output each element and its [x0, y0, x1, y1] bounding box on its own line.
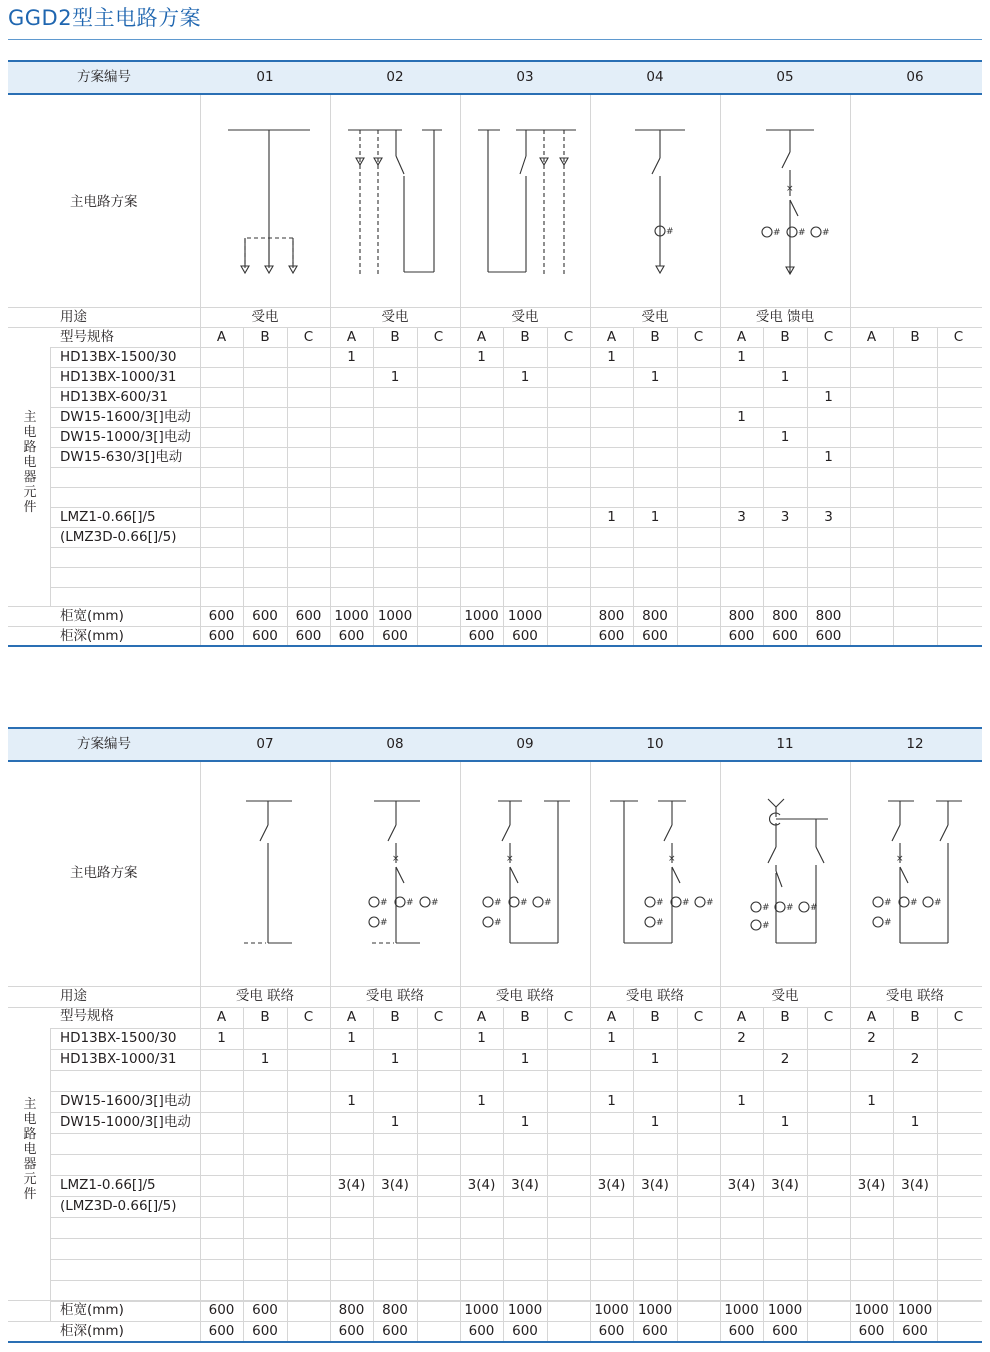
cabinet-depth-value: 600 [382, 628, 408, 644]
scheme-number: 08 [386, 736, 404, 752]
cabinet-width-value: 1000 [767, 1302, 803, 1318]
cabinet-depth-value: 600 [252, 628, 278, 644]
svg-text:#: # [786, 903, 794, 913]
component-name: (LMZ3D-0.66[]/5) [60, 1198, 177, 1214]
column-header-c: C [953, 329, 964, 345]
circuit-diagram-01 [200, 96, 330, 306]
title-rule [8, 39, 982, 40]
column-header-a: A [606, 1009, 617, 1025]
cabinet-depth-value: 600 [858, 1323, 885, 1339]
cabinet-depth-value: 600 [728, 628, 755, 644]
component-name: DW15-1000/3[]电动 [60, 429, 191, 445]
group-divider [460, 762, 461, 1341]
column-header-b: B [390, 329, 400, 345]
column-header-c: C [433, 1009, 444, 1025]
row-divider [50, 587, 982, 588]
cabinet-depth-value: 600 [208, 628, 235, 644]
components-side-label: 主电路电器元件 [23, 410, 37, 515]
column-header-c: C [953, 1009, 964, 1025]
cabinet-width-value: 1000 [464, 608, 499, 624]
component-name: LMZ1-0.66[]/5 [60, 509, 156, 525]
component-name: HD13BX-1500/30 [60, 1030, 177, 1046]
component-quantity: 1 [780, 429, 790, 445]
svg-text:#: # [494, 918, 502, 928]
group-divider [200, 762, 201, 1341]
component-quantity: 1 [650, 509, 660, 525]
scheme-number: 04 [646, 69, 664, 85]
scheme-number: 05 [776, 69, 794, 85]
usage-value: 受电 [381, 309, 409, 325]
cabinet-width-value: 1000 [507, 1302, 543, 1318]
column-header-c: C [563, 1009, 574, 1025]
component-quantity: 3(4) [857, 1177, 886, 1193]
component-quantity: 1 [737, 1093, 746, 1109]
component-name: HD13BX-1000/31 [60, 369, 177, 385]
usage-value: 受电 联络 [365, 988, 425, 1004]
cabinet-width-value: 600 [252, 608, 278, 624]
svg-text:#: # [910, 898, 918, 908]
component-quantity: 2 [737, 1030, 746, 1046]
row-divider [50, 1154, 982, 1155]
component-quantity: 3(4) [727, 1177, 756, 1193]
cabinet-width-value: 600 [295, 608, 322, 624]
cabinet-depth-value: 600 [468, 1323, 495, 1339]
group-divider [850, 762, 851, 1341]
cabinet-width-value: 800 [382, 1302, 408, 1318]
component-quantity: 1 [737, 409, 746, 425]
subcolumn-divider [937, 327, 938, 645]
subcolumn-divider [677, 1007, 678, 1341]
cabinet-depth-value: 600 [815, 628, 842, 644]
cabinet-depth-value: 600 [295, 628, 322, 644]
cabinet-width-value: 1000 [334, 608, 369, 624]
cabinet-width-value: 800 [338, 1302, 365, 1318]
component-quantity: 1 [520, 1114, 530, 1130]
page-title: GGD2型主电路方案 [8, 6, 202, 30]
component-quantity: 1 [520, 369, 530, 385]
group-divider [330, 762, 331, 1341]
row-divider [50, 547, 982, 548]
component-quantity: 1 [910, 1114, 920, 1130]
component-quantity: 1 [390, 1051, 400, 1067]
cabinet-depth-value: 600 [252, 1323, 278, 1339]
svg-text:#: # [431, 898, 439, 908]
usage-label: 用途 [60, 309, 87, 325]
subcolumn-divider [547, 1007, 548, 1341]
cabinet-depth-label: 柜深(mm) [60, 1323, 124, 1339]
column-header-c: C [693, 1009, 704, 1025]
column-header-c: C [823, 1009, 834, 1025]
column-header-c: C [303, 1009, 314, 1025]
cabinet-depth-value: 600 [382, 1323, 408, 1339]
component-quantity: 3 [780, 509, 790, 525]
model-spec-label: 型号规格 [60, 329, 114, 345]
circuit-diagram-11 [720, 763, 850, 983]
row-divider [50, 1133, 982, 1134]
component-name: HD13BX-600/31 [60, 389, 168, 405]
component-quantity: 1 [824, 389, 833, 405]
row-divider [50, 1196, 982, 1197]
column-header-b: B [390, 1009, 400, 1025]
component-quantity: 1 [650, 1051, 660, 1067]
component-quantity: 1 [477, 1093, 486, 1109]
usage-value: 受电 馈电 [755, 309, 815, 325]
column-header-b: B [520, 329, 530, 345]
scheme-number: 03 [516, 69, 534, 85]
scheme-number: 01 [256, 69, 274, 85]
component-quantity: 1 [347, 349, 356, 365]
component-quantity: 3(4) [597, 1177, 626, 1193]
component-quantity: 1 [780, 1114, 790, 1130]
main-circuit-label: 主电路方案 [70, 865, 138, 881]
scheme-table-2 [8, 727, 982, 1347]
cabinet-width-value: 1000 [464, 1302, 499, 1318]
component-quantity: 1 [347, 1030, 356, 1046]
component-quantity: 1 [520, 1051, 530, 1067]
cabinet-width-label: 柜宽(mm) [60, 608, 124, 624]
component-name: DW15-1000/3[]电动 [60, 1114, 191, 1130]
column-header-b: B [260, 329, 270, 345]
svg-text:#: # [494, 898, 502, 908]
column-header-b: B [910, 1009, 920, 1025]
cabinet-depth-value: 600 [598, 628, 625, 644]
component-quantity: 2 [780, 1051, 790, 1067]
scheme-no-label: 方案编号 [77, 736, 131, 752]
group-divider [590, 762, 591, 1341]
table-header [8, 727, 982, 762]
column-header-a: A [476, 1009, 487, 1025]
component-name: (LMZ3D-0.66[]/5) [60, 529, 177, 545]
cabinet-width-value: 800 [598, 608, 625, 624]
column-header-b: B [650, 329, 660, 345]
component-quantity: 3 [737, 509, 746, 525]
group-divider [850, 95, 851, 645]
cabinet-width-value: 1000 [724, 1302, 759, 1318]
group-divider [460, 95, 461, 645]
cabinet-width-value: 1000 [854, 1302, 889, 1318]
svg-text:#: # [682, 898, 690, 908]
circuit-diagram-04 [590, 96, 720, 306]
component-name: HD13BX-1500/30 [60, 349, 177, 365]
cabinet-width-value: 800 [815, 608, 842, 624]
svg-text:#: # [810, 903, 818, 913]
usage-value: 受电 联络 [235, 988, 295, 1004]
column-header-a: A [216, 329, 227, 345]
components-side-label: 主电路电器元件 [23, 1097, 37, 1202]
table-bottom-rule [8, 1341, 982, 1343]
svg-text:#: # [406, 898, 414, 908]
scheme-number: 06 [906, 69, 924, 85]
scheme-table-1 [8, 60, 982, 650]
component-name: HD13BX-1000/31 [60, 1051, 177, 1067]
component-quantity: 1 [867, 1093, 876, 1109]
model-spec-label: 型号规格 [60, 1008, 114, 1024]
cabinet-depth-value: 600 [338, 628, 365, 644]
row-divider [50, 1259, 982, 1260]
scheme-number: 09 [516, 736, 534, 752]
usage-value: 受电 联络 [625, 988, 685, 1004]
main-circuit-label: 主电路方案 [70, 194, 138, 210]
subcolumn-divider [807, 327, 808, 645]
cabinet-depth-value: 600 [468, 628, 495, 644]
component-quantity: 1 [650, 1114, 660, 1130]
svg-text:#: # [762, 903, 770, 913]
svg-text:#: # [666, 227, 674, 237]
svg-text:#: # [934, 898, 942, 908]
svg-text:#: # [380, 898, 388, 908]
row-divider [50, 527, 982, 528]
usage-value: 受电 联络 [885, 988, 945, 1004]
row-divider [50, 487, 982, 488]
svg-text:#: # [656, 918, 664, 928]
group-divider [720, 762, 721, 1341]
component-name: LMZ1-0.66[]/5 [60, 1177, 156, 1193]
component-quantity: 1 [607, 349, 616, 365]
usage-value: 受电 [771, 988, 799, 1004]
column-header-b: B [520, 1009, 530, 1025]
cabinet-width-label: 柜宽(mm) [60, 1302, 124, 1318]
cabinet-depth-value: 600 [772, 1323, 798, 1339]
cabinet-depth-value: 600 [512, 1323, 538, 1339]
svg-text:#: # [544, 898, 552, 908]
component-quantity: 1 [217, 1030, 226, 1046]
component-name: DW15-1600/3[]电动 [60, 1093, 191, 1109]
usage-value: 受电 [511, 309, 539, 325]
cabinet-width-value: 800 [772, 608, 798, 624]
component-quantity: 3(4) [381, 1177, 409, 1193]
cabinet-width-value: 1000 [637, 1302, 673, 1318]
usage-label: 用途 [60, 988, 87, 1004]
svg-text:#: # [706, 898, 714, 908]
cabinet-width-value: 1000 [507, 608, 543, 624]
cabinet-depth-label: 柜深(mm) [60, 628, 124, 644]
component-quantity: 1 [824, 449, 833, 465]
scheme-no-label: 方案编号 [77, 69, 131, 85]
cabinet-depth-value: 600 [772, 628, 798, 644]
subcolumn-divider [287, 1007, 288, 1341]
component-quantity: 1 [390, 1114, 400, 1130]
component-quantity: 1 [780, 369, 790, 385]
component-name: DW15-630/3[]电动 [60, 449, 183, 465]
cabinet-width-value: 600 [208, 608, 235, 624]
subcolumn-divider [417, 1007, 418, 1341]
column-header-c: C [823, 329, 834, 345]
svg-text:×: × [392, 854, 400, 864]
svg-text:×: × [668, 854, 676, 864]
subcolumn-divider [677, 327, 678, 645]
component-quantity: 3 [824, 509, 833, 525]
usage-value: 受电 [641, 309, 669, 325]
group-divider [720, 95, 721, 645]
svg-text:×: × [506, 854, 514, 864]
component-quantity: 1 [607, 1093, 616, 1109]
component-quantity: 1 [607, 1030, 616, 1046]
group-divider [200, 95, 201, 645]
column-header-c: C [433, 329, 444, 345]
column-header-a: A [346, 329, 357, 345]
scheme-number: 11 [776, 736, 794, 752]
svg-text:#: # [520, 898, 528, 908]
cabinet-depth-value: 600 [338, 1323, 365, 1339]
subcolumn-divider [893, 327, 894, 645]
component-quantity: 3(4) [511, 1177, 539, 1193]
subcolumn-divider [807, 1007, 808, 1341]
component-quantity: 3(4) [901, 1177, 929, 1193]
svg-text:#: # [656, 898, 664, 908]
column-header-b: B [260, 1009, 270, 1025]
subcolumn-divider [243, 327, 244, 645]
cabinet-width-value: 800 [728, 608, 755, 624]
component-quantity: 2 [910, 1051, 920, 1067]
column-header-a: A [216, 1009, 227, 1025]
column-header-a: A [606, 329, 617, 345]
circuit-diagram-07 [200, 763, 330, 983]
cabinet-width-value: 800 [642, 608, 668, 624]
cabinet-depth-value: 600 [642, 1323, 668, 1339]
component-column-divider [50, 347, 51, 607]
column-header-a: A [866, 1009, 877, 1025]
usage-value: 受电 联络 [495, 988, 555, 1004]
cabinet-depth-value: 600 [642, 628, 668, 644]
group-divider [330, 95, 331, 645]
cabinet-width-value: 1000 [377, 608, 413, 624]
component-quantity: 3(4) [337, 1177, 366, 1193]
cabinet-depth-value: 600 [512, 628, 538, 644]
subcolumn-divider [937, 1007, 938, 1341]
cabinet-depth-value: 600 [208, 1323, 235, 1339]
column-header-a: A [736, 1009, 747, 1025]
cabinet-width-value: 1000 [594, 1302, 629, 1318]
cabinet-width-value: 600 [252, 1302, 278, 1318]
cabinet-depth-value: 600 [728, 1323, 755, 1339]
table-header [8, 60, 982, 95]
column-header-a: A [866, 329, 877, 345]
column-header-c: C [563, 329, 574, 345]
subcolumn-divider [287, 327, 288, 645]
column-header-b: B [650, 1009, 660, 1025]
row-divider [50, 347, 982, 348]
svg-text:#: # [822, 228, 830, 238]
component-quantity: 3(4) [467, 1177, 496, 1193]
component-name: DW15-1600/3[]电动 [60, 409, 191, 425]
circuit-diagram-12 [850, 763, 980, 983]
component-quantity: 1 [477, 349, 486, 365]
scheme-number: 02 [386, 69, 404, 85]
cabinet-depth-value: 600 [598, 1323, 625, 1339]
svg-text:×: × [786, 184, 794, 194]
row-divider [50, 1238, 982, 1239]
row-divider [50, 1280, 982, 1281]
scheme-number: 10 [646, 736, 664, 752]
svg-text:#: # [773, 228, 781, 238]
circuit-diagram-10 [590, 763, 720, 983]
column-header-b: B [780, 329, 790, 345]
component-quantity: 1 [737, 349, 746, 365]
component-quantity: 1 [347, 1093, 356, 1109]
circuit-diagram-03 [460, 96, 590, 306]
row-divider [50, 467, 982, 468]
scheme-number: 07 [256, 736, 274, 752]
svg-text:#: # [798, 228, 806, 238]
column-header-c: C [693, 329, 704, 345]
component-quantity: 2 [867, 1030, 876, 1046]
circuit-diagram-08 [330, 763, 460, 983]
column-header-b: B [780, 1009, 790, 1025]
component-quantity: 3(4) [641, 1177, 669, 1193]
subcolumn-divider [417, 327, 418, 645]
circuit-diagram-09 [460, 763, 590, 983]
svg-text:#: # [762, 921, 770, 931]
component-quantity: 1 [650, 369, 660, 385]
svg-text:#: # [884, 898, 892, 908]
column-header-b: B [910, 329, 920, 345]
svg-text:×: × [896, 854, 904, 864]
column-header-a: A [476, 329, 487, 345]
component-quantity: 1 [607, 509, 616, 525]
column-header-c: C [303, 329, 314, 345]
group-divider [590, 95, 591, 645]
svg-text:#: # [380, 918, 388, 928]
circuit-diagram-05 [720, 96, 850, 306]
row-divider [50, 1217, 982, 1218]
row-divider [50, 1028, 982, 1029]
column-header-a: A [736, 329, 747, 345]
row-divider [50, 1070, 982, 1071]
circuit-diagram-02 [330, 96, 460, 306]
scheme-number: 12 [906, 736, 924, 752]
component-quantity: 3(4) [771, 1177, 799, 1193]
svg-text:#: # [884, 918, 892, 928]
component-quantity: 1 [260, 1051, 270, 1067]
cabinet-depth-value: 600 [902, 1323, 928, 1339]
row-divider [50, 567, 982, 568]
column-header-a: A [346, 1009, 357, 1025]
usage-value: 受电 [251, 309, 279, 325]
cabinet-width-value: 1000 [897, 1302, 933, 1318]
cabinet-width-value: 600 [208, 1302, 235, 1318]
component-quantity: 1 [390, 369, 400, 385]
component-quantity: 1 [477, 1030, 486, 1046]
subcolumn-divider [547, 327, 548, 645]
